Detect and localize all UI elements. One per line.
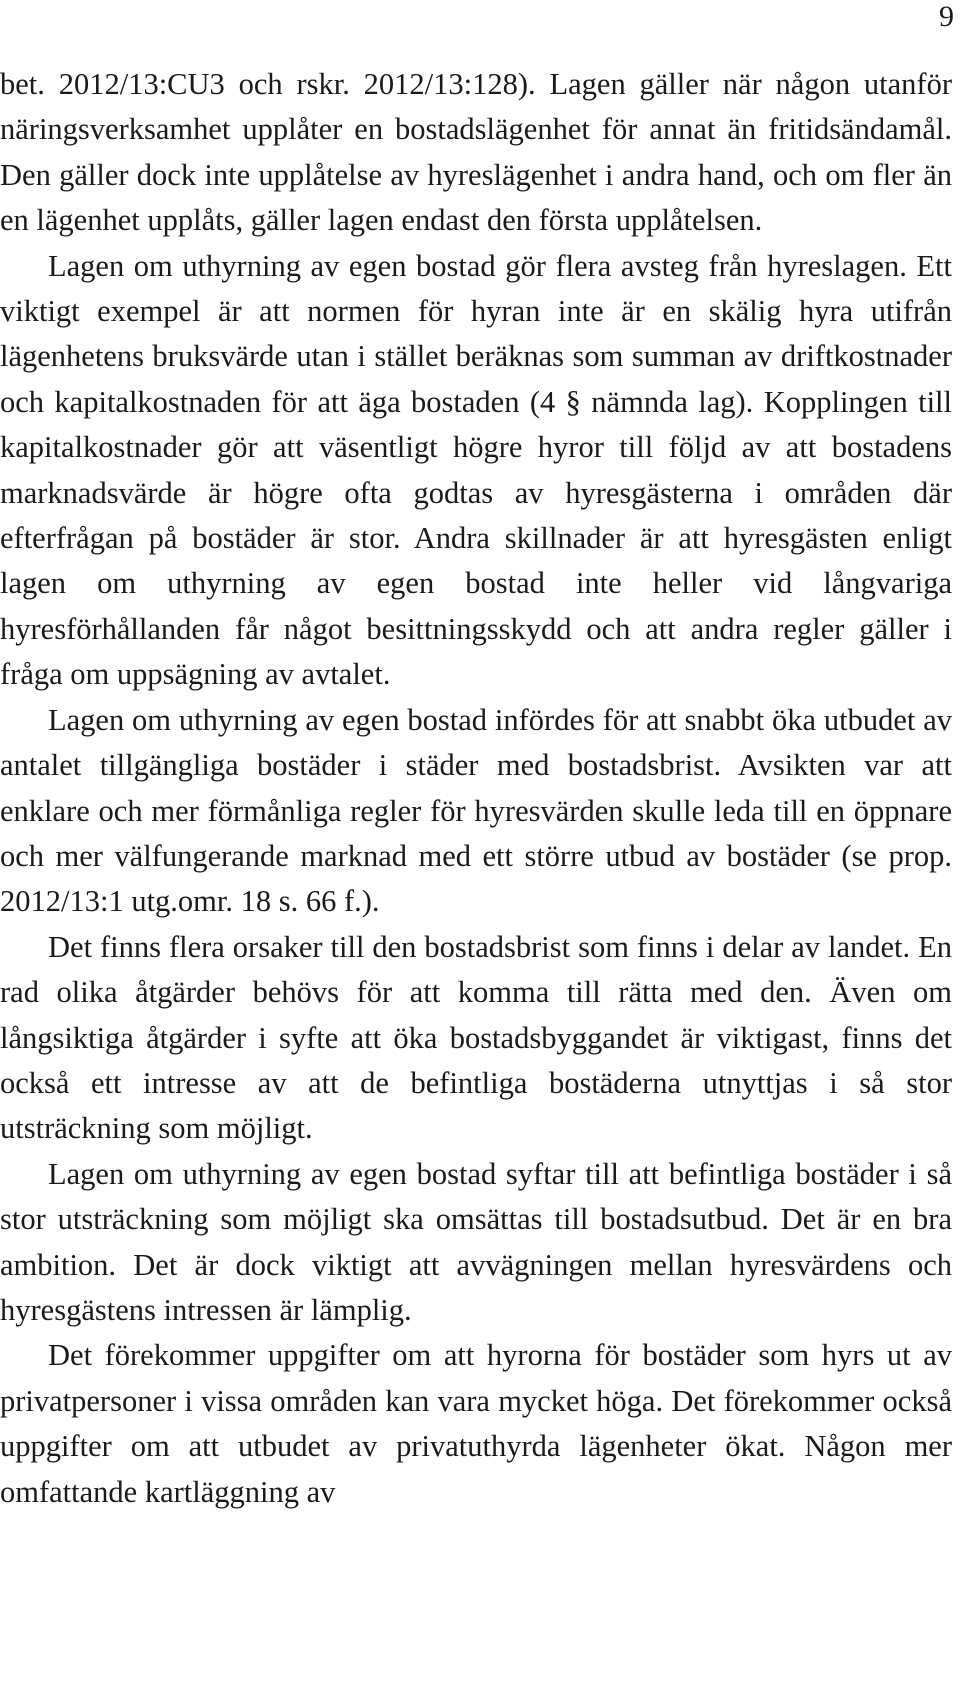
paragraph-5: Lagen om uthyrning av egen bostad syftar till att befintliga bostäder i så stor utsträckning som möjligt ska omsättas till bostadsutbud. Det är en bra ambition. Det är dock viktigt att avvägningen mellan hyresvärdens och hyresgästens intressen är lämplig. [0,1156,952,1327]
paragraph-2: Lagen om uthyrning av egen bostad gör flera avsteg från hyreslagen. Ett viktigt exempel är att normen för hyran inte är en skälig hyra utifrån lägenhetens bruksvärde utan i stället beräknas som summan av driftkostnader och kapitalkostnaden för att äga bostaden (4 § nämnda lag). Kopplingen till kapitalkostnader gör att väsentligt högre hyror till följd av att bostadens marknadsvärde är högre ofta godtas av hyresgästerna i områden där efterfrågan på bostäder är stor. Andra skillnader är att hyresgästen enligt lagen om uthyrning av egen bostad inte heller vid långvariga hyresförhållanden får något besittningsskydd och att andra regler gäller i fråga om uppsägning av avtalet. [0,248,952,692]
paragraph-4: Det finns flera orsaker till den bostadsbrist som finns i delar av landet. En rad olika åtgärder behövs för att komma till rätta med den. Även om långsiktiga åtgärder i syfte att öka bostadsbyggandet är viktigast, finns det också ett intresse av att de befintliga bostäderna utnyttjas i så stor utsträckning som möjligt. [0,929,952,1146]
paragraph-6: Det förekommer uppgifter om att hyrorna för bostäder som hyrs ut av privatpersoner i vissa områden kan vara mycket höga. Det förekommer också uppgifter om att utbudet av privatuthyrda lägenheter ökat. Någon mer omfattande kartläggning av [0,1338,952,1509]
paragraph-1: bet. 2012/13:CU3 och rskr. 2012/13:128). Lagen gäller när någon utanför näringsverksamhet upplåter en bostadslägenhet för annat än fritidsändamål. Den gäller dock inte upplåtelse av hyreslägenhet i andra hand, och om fler än en lägenhet upplåts, gäller lagen endast den första upplåtelsen. [0,67,952,238]
document-body [0,62,952,1515]
page-number: 9 [939,0,954,33]
paragraph-3: Lagen om uthyrning av egen bostad infördes för att snabbt öka utbudet av antalet tillgängliga bostäder i städer med bostadsbrist. Avsikten var att enklare och mer förmånliga regler för hyresvärden skulle leda till en öppnare och mer välfungerande marknad med ett större utbud av bostäder (se prop. 2012/13:1 utg.omr. 18 s. 66 f.). [0,702,952,919]
